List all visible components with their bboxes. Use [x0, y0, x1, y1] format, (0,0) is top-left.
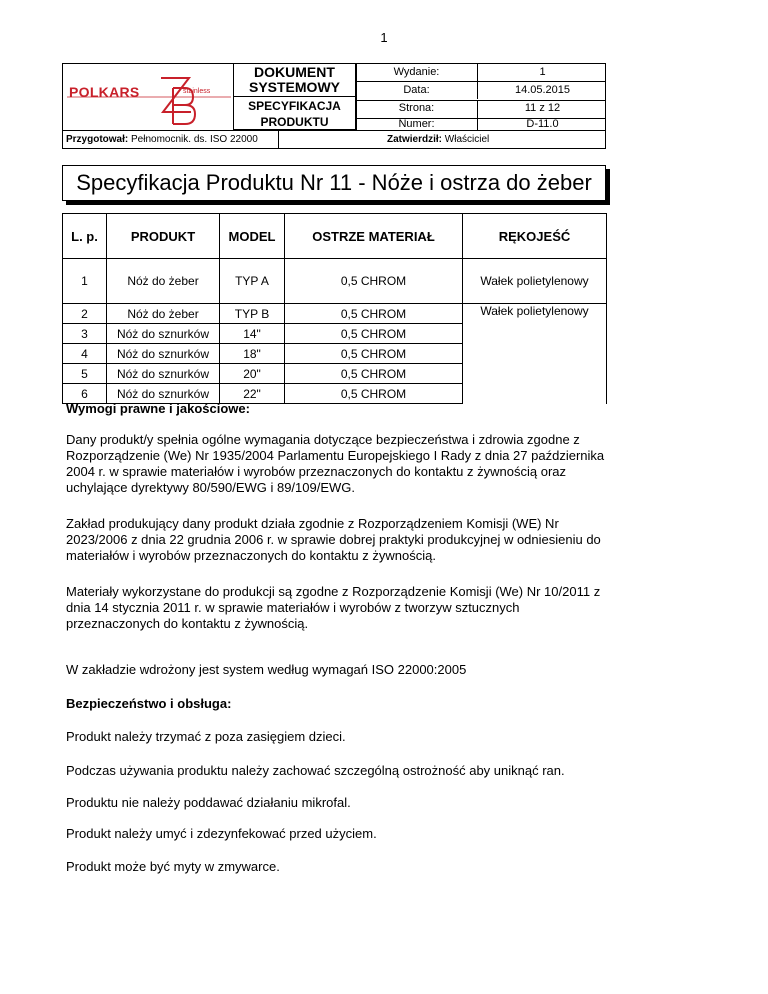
cell-model: 20": [220, 364, 285, 384]
cell-lp: 4: [63, 344, 107, 364]
paragraph-iso: W zakładzie wdrożony jest system według wymagań ISO 22000:2005: [66, 662, 467, 677]
requirements-heading: Wymogi prawne i jakościowe:: [66, 401, 250, 416]
safety-heading: Bezpieczeństwo i obsługa:: [66, 696, 232, 711]
safety-item: Produkt należy umyć i zdezynfekować przed użyciem.: [66, 826, 377, 841]
cell-lp: 3: [63, 324, 107, 344]
meta-label: Strona:: [398, 102, 435, 114]
cell-handle: Wałek polietylenowy: [463, 259, 607, 304]
safety-item: Produkt może być myty w zmywarce.: [66, 859, 280, 874]
approved-label: Zatwierdził:: [387, 134, 443, 145]
table-row: [63, 259, 607, 304]
cell-blade: 0,5 CHROM: [285, 364, 463, 384]
meta-value: 1: [477, 64, 607, 81]
page-number: 1: [380, 30, 388, 45]
product-table: [62, 213, 607, 404]
logo-subtext: stainless: [183, 88, 211, 95]
meta-value: 11 z 12: [477, 100, 607, 117]
approved-by: [279, 130, 606, 149]
cell-blade: 0,5 CHROM: [285, 384, 463, 404]
header-lp: L. p.: [63, 214, 107, 259]
safety-item: Podczas używania produktu należy zachować szczególną ostrożność aby uniknąć ran.: [66, 763, 565, 778]
header-model: MODEL: [220, 214, 285, 259]
cell-model: 14": [220, 324, 285, 344]
cell-handle: [463, 304, 607, 404]
header-handle: RĘKOJEŚĆ: [463, 214, 607, 259]
cell-handle-text: Wałek polietylenowy: [480, 304, 589, 318]
meta-label: Wydanie:: [393, 66, 440, 78]
cell-product: Nóż do sznurków: [107, 344, 220, 364]
paragraph-regulation: Dany produkt/y spełnia ogólne wymagania dotyczące bezpieczeństwa i zdrowia zgodne z Rozporządzenie (We) Nr 1935/2004 Parlamentu Europejskiego I Rady z dnia 27 października 2004 r. w sprawie materiałów i wyrobów przeznaczonych do kontaktu z żywnością oraz uchylające dyrektywy 80/590/EWG i 89/109/EWG.: [66, 432, 605, 495]
paragraph-materials: Materiały wykorzystane do produkcji są zgodne z Rozporządzenie Komisji (We) Nr 10/2011 z dnia 14 stycznia 2011 r. w sprawie materiałów i wyrobów z tworzyw sztucznych przeznaczonych do kontaktu z żywnością.: [66, 584, 601, 631]
cell-model: 18": [220, 344, 285, 364]
cell-product: Nóż do żeber: [107, 304, 220, 324]
cell-blade: 0,5 CHROM: [285, 259, 463, 304]
cell-product: Nóż do żeber: [107, 259, 220, 304]
cell-blade: 0,5 CHROM: [285, 344, 463, 364]
cell-blade: 0,5 CHROM: [285, 304, 463, 324]
safety-item: Produktu nie należy poddawać działaniu mikrofal.: [66, 795, 351, 810]
header-blade: OSTRZE MATERIAŁ: [285, 214, 463, 259]
document-type: DOKUMENT SYSTEMOWY: [233, 63, 356, 96]
table-row: [63, 304, 607, 324]
cell-blade: 0,5 CHROM: [285, 324, 463, 344]
meta-label: Numer:: [398, 118, 435, 130]
specification-type: SPECYFIKACJA PRODUKTU: [233, 96, 356, 130]
prepared-label: Przygotował:: [66, 134, 129, 145]
cell-product: Nóż do sznurków: [107, 364, 220, 384]
safety-item: Produkt należy trzymać z poza zasięgiem dzieci.: [66, 729, 346, 744]
cell-lp: 2: [63, 304, 107, 324]
cell-model: 22": [220, 384, 285, 404]
cell-product: Nóż do sznurków: [107, 384, 220, 404]
prepared-by: [62, 130, 279, 149]
cell-lp: 6: [63, 384, 107, 404]
cell-model: TYP B: [220, 304, 285, 324]
company-logo: [62, 63, 234, 130]
cell-product: Nóż do sznurków: [107, 324, 220, 344]
cell-lp: 1: [63, 259, 107, 304]
meta-value: D-11.0: [477, 116, 607, 130]
logo-text: POLKARS: [69, 84, 140, 100]
header-product: PRODUKT: [107, 214, 220, 259]
approved-value: Właściciel: [444, 134, 490, 145]
meta-label: Data:: [403, 84, 430, 96]
paragraph-gmp: Zakład produkujący dany produkt działa zgodnie z Rozporządzeniem Komisji (WE) Nr 2023/2006 z dnia 22 grudnia 2006 r. w sprawie dobrej praktyki produkcyjnej w odniesieniu do materiałów i wyrobów przeznaczonych do kontaktu z żywnością.: [66, 516, 601, 563]
cell-model: TYP A: [220, 259, 285, 304]
table-header-row: [63, 214, 607, 259]
prepared-value: Pełnomocnik. ds. ISO 22000: [131, 134, 258, 145]
meta-value: 14.05.2015: [477, 82, 607, 99]
page-title: Specyfikacja Produktu Nr 11 - Nóże i ostrza do żeber: [62, 165, 606, 201]
cell-lp: 5: [63, 364, 107, 384]
